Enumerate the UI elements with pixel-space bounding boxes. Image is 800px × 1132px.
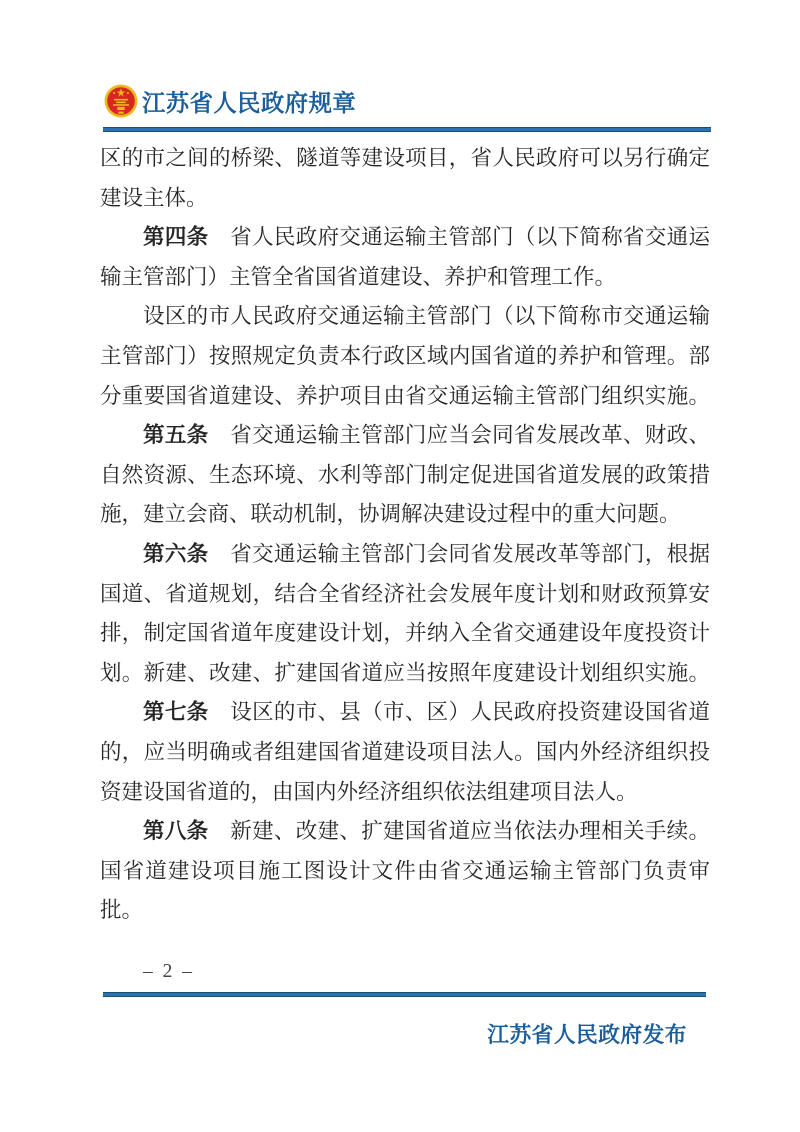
body-line: 国道、省道规划，结合全省经济社会发展年度计划和财政预算安: [100, 581, 710, 606]
body-line: 第四条 省人民政府交通运输主管部门（以下简称省交通运: [143, 225, 710, 250]
page-number: – 2 –: [143, 961, 195, 982]
article-number: 第八条: [143, 819, 209, 844]
body-line: 输主管部门）主管全省国省道建设、养护和管理工作。: [100, 264, 617, 289]
body-line: 划。新建、改建、扩建国省道应当按照年度建设计划组织实施。: [100, 660, 710, 685]
body-line: 第八条 新建、改建、扩建国省道应当依法办理相关手续。: [143, 819, 710, 844]
body-line: 资建设国省道的，由国内外经济组织依法组建项目法人。: [100, 779, 638, 804]
article-number: 第七条: [143, 700, 209, 725]
national-emblem-icon: [104, 84, 138, 118]
body-line: 的，应当明确或者组建国省道建设项目法人。国内外经济组织投: [100, 739, 710, 764]
body-line: 国省道建设项目施工图设计文件由省交通运输主管部门负责审: [100, 858, 710, 883]
body-line: 第五条 省交通运输主管部门应当会同省发展改革、财政、: [143, 423, 710, 448]
publisher-label: 江苏省人民政府发布: [487, 1023, 687, 1047]
body-line: 分重要国省道建设、养护项目由省交通运输主管部门组织实施。: [100, 383, 710, 408]
document-body: [100, 139, 710, 931]
page-title: 江苏省人民政府规章: [142, 91, 357, 117]
page-header: [104, 84, 356, 118]
body-line: 第六条 省交通运输主管部门会同省发展改革等部门，根据: [143, 541, 710, 566]
body-line: 第七条 设区的市、县（市、区）人民政府投资建设国省道: [143, 700, 710, 725]
body-line: 施，建立会商、联动机制，协调解决建设过程中的重大问题。: [100, 502, 681, 527]
body-line: 自然资源、生态环境、水利等部门制定促进国省道发展的政策措: [100, 462, 710, 487]
body-line: 排，制定国省道年度建设计划，并纳入全省交通建设年度投资计: [100, 621, 710, 646]
body-line: 主管部门）按照规定负责本行政区域内国省道的养护和管理。部: [100, 343, 710, 368]
article-number: 第五条: [143, 423, 209, 448]
body-line: 设区的市人民政府交通运输主管部门（以下简称市交通运输: [143, 304, 710, 329]
body-line: 区的市之间的桥梁、隧道等建设项目，省人民政府可以另行确定: [100, 146, 710, 170]
header-rule: [103, 127, 711, 132]
body-line: 建设主体。: [100, 185, 208, 210]
article-number: 第六条: [143, 541, 209, 566]
article-number: 第四条: [143, 225, 209, 250]
footer-rule: [103, 992, 706, 997]
body-line: 批。: [100, 898, 144, 923]
